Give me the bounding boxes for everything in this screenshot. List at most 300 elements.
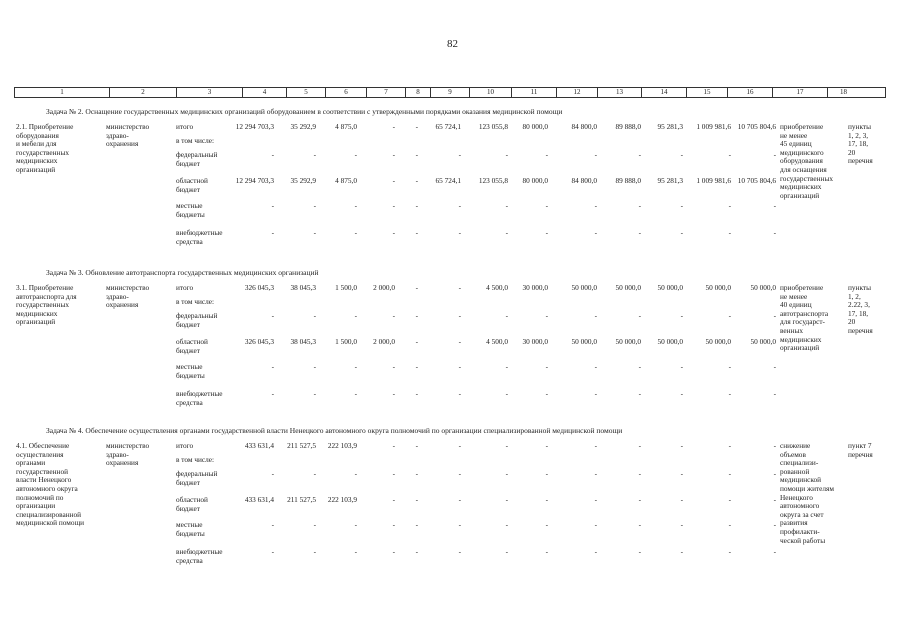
funding-value: - (505, 201, 508, 210)
funding-value: - (728, 469, 731, 478)
funding-value: - (594, 150, 597, 159)
program-points: 20 (848, 317, 856, 327)
expected-result: медицинской (780, 475, 822, 485)
funding-value: - (728, 495, 731, 504)
funding-value: - (271, 389, 274, 398)
expected-result: медицинских (780, 334, 822, 344)
column-number-7: 7 (366, 88, 405, 97)
funding-value: 50 000,0 (615, 337, 641, 346)
funding-value: - (773, 520, 776, 529)
funding-value: 433 631,4 (244, 495, 274, 504)
funding-value: 4 500,0 (486, 283, 508, 292)
measure-name: оборудования (16, 130, 59, 140)
funding-value: 222 103,9 (327, 441, 357, 450)
funding-value: - (728, 362, 731, 371)
expected-result: для оснащения (780, 165, 827, 174)
funding-value: 1 009 981,6 (696, 176, 731, 185)
page-number: 82 (447, 38, 458, 50)
expected-result: Ненецкого (780, 492, 813, 502)
expected-result: организаций (780, 190, 820, 200)
funding-value: - (773, 547, 776, 556)
funding-value: 30 000,0 (522, 283, 548, 292)
funding-value: 89 888,0 (615, 122, 641, 131)
funding-value: 84 800,0 (571, 176, 597, 185)
funding-source-label: средства (176, 236, 203, 246)
funding-value: - (313, 362, 316, 371)
measure-name: государственной (16, 466, 69, 476)
funding-value: 433 631,4 (244, 441, 274, 450)
funding-value: - (415, 547, 418, 556)
measure-name: государственных (16, 300, 70, 310)
funding-value: - (505, 311, 508, 320)
program-points: перечня (848, 326, 873, 335)
funding-value: - (505, 441, 508, 450)
measure-name: медицинских (16, 156, 58, 166)
funding-value: 4 875,0 (335, 176, 357, 185)
funding-value: - (354, 228, 357, 237)
measure-name: 3.1. Приобретение (16, 283, 74, 292)
column-number-2: 2 (109, 88, 176, 97)
funding-value: - (313, 520, 316, 529)
funding-source-label: областной (176, 337, 208, 346)
funding-value: - (545, 547, 548, 556)
funding-value: 12 294 703,3 (235, 122, 274, 131)
funding-value: 30 000,0 (522, 337, 548, 346)
funding-value: - (271, 547, 274, 556)
funding-value: - (638, 228, 641, 237)
executor: здраво- (106, 291, 129, 301)
expected-result: профилакти- (780, 527, 820, 536)
program-points: 1, 2, 3, (848, 130, 869, 140)
funding-value: 38 045,3 (290, 283, 316, 292)
funding-value: - (458, 228, 461, 237)
funding-value: - (415, 228, 418, 237)
funding-value: - (545, 311, 548, 320)
funding-value: - (271, 150, 274, 159)
funding-value: - (354, 547, 357, 556)
funding-value: - (458, 150, 461, 159)
funding-value: 326 045,3 (244, 337, 274, 346)
funding-value: - (680, 441, 683, 450)
program-points: 17, 18, (848, 308, 869, 318)
funding-value: - (415, 150, 418, 159)
funding-value: 35 292,9 (290, 122, 316, 131)
funding-source-label: средства (176, 555, 203, 565)
funding-value: - (458, 337, 461, 346)
measure-name: медицинских (16, 308, 58, 318)
funding-source-label: федеральный (176, 150, 218, 159)
funding-value: 65 724,1 (435, 122, 461, 131)
funding-value: - (638, 362, 641, 371)
funding-value: - (415, 311, 418, 320)
expected-result: организаций (780, 343, 820, 353)
expected-result: снижение (780, 441, 811, 450)
funding-value: - (594, 495, 597, 504)
funding-value: - (773, 362, 776, 371)
funding-value: - (728, 311, 731, 320)
funding-source-label: бюджет (176, 184, 200, 194)
expected-result: не менее (780, 130, 808, 140)
funding-value: - (545, 520, 548, 529)
measure-name: осуществления (16, 449, 64, 459)
funding-value: - (392, 520, 395, 529)
funding-value: - (458, 520, 461, 529)
funding-value: - (638, 150, 641, 159)
expected-result: автотранспорта (780, 308, 829, 318)
funding-value: - (313, 547, 316, 556)
column-number-14: 14 (641, 88, 686, 97)
executor: охранения (106, 458, 139, 468)
funding-value: - (392, 311, 395, 320)
expected-result: оборудования (780, 156, 823, 166)
executor: охранения (106, 139, 139, 149)
column-number-header (14, 87, 886, 98)
funding-value: - (415, 362, 418, 371)
measure-name: организаций (16, 165, 56, 174)
funding-value: - (458, 311, 461, 320)
expected-result: рованной (780, 466, 810, 476)
task-title: Задача № 2. Оснащение государственных медицинских организаций оборудованием в соответствии с утвержденными порядками оказания медицинской помощи (46, 107, 563, 116)
funding-value: 80 000,0 (522, 122, 548, 131)
funding-source-label: бюджет (176, 319, 200, 329)
program-points: 2.22, 3, (848, 300, 870, 310)
expected-result: помощи жителям (780, 484, 835, 493)
funding-value: - (392, 122, 395, 131)
funding-value: - (458, 469, 461, 478)
column-number-18: 18 (827, 88, 859, 97)
funding-source-label: бюджеты (176, 528, 205, 538)
funding-source-label: местные (176, 362, 203, 371)
funding-value: - (728, 201, 731, 210)
funding-value: - (638, 441, 641, 450)
column-number-12: 12 (556, 88, 597, 97)
funding-value: 2 000,0 (373, 283, 395, 292)
funding-value: 4 875,0 (335, 122, 357, 131)
funding-value: - (415, 201, 418, 210)
funding-value: 50 000,0 (657, 337, 683, 346)
measure-name: органами (16, 458, 46, 468)
expected-result: округа за счет (780, 509, 824, 519)
funding-source-label: внебюджетные (176, 547, 223, 556)
funding-source-label: бюджет (176, 158, 200, 168)
funding-value: 326 045,3 (244, 283, 274, 292)
funding-value: - (594, 201, 597, 210)
expected-result: ческой работы (780, 535, 826, 545)
funding-value: 4 500,0 (486, 337, 508, 346)
funding-value: - (680, 389, 683, 398)
funding-value: - (638, 547, 641, 556)
funding-value: - (313, 201, 316, 210)
funding-value: - (505, 389, 508, 398)
funding-value: - (594, 547, 597, 556)
program-points: пункты (848, 122, 871, 131)
funding-value: - (392, 201, 395, 210)
funding-value: - (728, 228, 731, 237)
executor: охранения (106, 300, 139, 310)
funding-value: - (415, 495, 418, 504)
funding-value: - (392, 389, 395, 398)
funding-value: - (458, 362, 461, 371)
measure-name: власти Ненецкого (16, 475, 72, 485)
funding-value: - (354, 520, 357, 529)
funding-value: 50 000,0 (571, 283, 597, 292)
funding-value: - (415, 337, 418, 346)
funding-value: - (728, 441, 731, 450)
funding-value: - (354, 150, 357, 159)
funding-source-label: местные (176, 520, 203, 529)
column-number-3: 3 (176, 88, 242, 97)
funding-value: - (545, 495, 548, 504)
expected-result: развития (780, 518, 808, 528)
measure-name: автономного округа (16, 484, 78, 493)
funding-source-label: внебюджетные (176, 228, 223, 237)
expected-result: приобретение (780, 283, 824, 292)
measure-name: 4.1. Обеспечение (16, 441, 70, 450)
funding-value: - (354, 389, 357, 398)
column-number-13: 13 (597, 88, 641, 97)
funding-value: - (271, 311, 274, 320)
funding-source-label: областной (176, 176, 208, 185)
program-points: 20 (848, 147, 856, 157)
funding-value: - (638, 389, 641, 398)
funding-value: - (392, 495, 395, 504)
funding-value: - (728, 389, 731, 398)
funding-value: - (415, 176, 418, 185)
funding-value: - (773, 495, 776, 504)
funding-value: 50 000,0 (750, 283, 776, 292)
funding-source-label: в том числе: (176, 297, 215, 306)
expected-result: автономного (780, 501, 820, 511)
column-number-4: 4 (242, 88, 286, 97)
program-points: перечня (848, 156, 873, 166)
column-number-10: 10 (469, 88, 511, 97)
funding-value: 95 281,3 (657, 176, 683, 185)
funding-value: 89 888,0 (615, 176, 641, 185)
funding-value: - (458, 283, 461, 292)
funding-value: - (392, 176, 395, 185)
column-number-1: 1 (60, 88, 64, 96)
program-points: 1, 2, (848, 291, 861, 301)
funding-value: - (638, 469, 641, 478)
funding-value: 50 000,0 (615, 283, 641, 292)
funding-value: 211 527,5 (287, 495, 316, 504)
funding-value: - (354, 362, 357, 371)
funding-value: - (594, 362, 597, 371)
funding-value: 1 009 981,6 (696, 122, 731, 131)
funding-value: - (392, 469, 395, 478)
measure-name: организации (16, 501, 56, 511)
funding-value: - (415, 441, 418, 450)
funding-value: - (458, 441, 461, 450)
funding-value: - (392, 150, 395, 159)
funding-source-label: федеральный (176, 311, 218, 320)
funding-value: - (594, 228, 597, 237)
measure-name: организаций (16, 317, 56, 327)
column-number-11: 11 (511, 88, 556, 97)
funding-source-label: итого (176, 441, 194, 450)
funding-value: 65 724,1 (435, 176, 461, 185)
funding-value: - (638, 495, 641, 504)
measure-name: автотранспорта для (16, 291, 77, 301)
executor: министерство (106, 122, 150, 131)
funding-value: 211 527,5 (287, 441, 316, 450)
funding-value: - (680, 311, 683, 320)
funding-value: 10 705 804,6 (737, 122, 776, 131)
funding-value: - (458, 389, 461, 398)
column-number-6: 6 (325, 88, 366, 97)
column-number-17: 17 (772, 88, 827, 97)
funding-value: - (415, 122, 418, 131)
funding-value: - (773, 150, 776, 159)
funding-value: - (313, 389, 316, 398)
funding-value: - (594, 469, 597, 478)
measure-name: медицинской помощи (16, 518, 85, 528)
funding-value: 10 705 804,6 (737, 176, 776, 185)
funding-value: - (313, 311, 316, 320)
funding-value: - (545, 469, 548, 478)
expected-result: 45 единиц (780, 139, 812, 149)
funding-value: 35 292,9 (290, 176, 316, 185)
funding-value: 50 000,0 (750, 337, 776, 346)
funding-source-label: бюджеты (176, 370, 205, 380)
funding-value: - (313, 469, 316, 478)
funding-value: - (354, 311, 357, 320)
funding-source-label: федеральный (176, 469, 218, 478)
funding-value: - (594, 389, 597, 398)
expected-result: для государст- (780, 317, 825, 327)
funding-value: 50 000,0 (657, 283, 683, 292)
expected-result: государственных (780, 173, 834, 183)
program-points: 17, 18, (848, 139, 869, 149)
funding-value: - (594, 311, 597, 320)
funding-value: 50 000,0 (705, 283, 731, 292)
funding-value: - (728, 150, 731, 159)
expected-result: специализи- (780, 458, 819, 468)
funding-value: - (505, 150, 508, 159)
measure-name: специализированной (16, 509, 82, 519)
funding-source-label: бюджеты (176, 209, 205, 219)
funding-source-label: итого (176, 283, 194, 292)
funding-value: - (680, 201, 683, 210)
expected-result: не менее (780, 291, 808, 301)
funding-value: - (773, 228, 776, 237)
funding-value: - (505, 520, 508, 529)
expected-result: медицинских (780, 182, 822, 192)
funding-value: - (392, 441, 395, 450)
funding-value: - (458, 495, 461, 504)
funding-value: - (505, 228, 508, 237)
executor: министерство (106, 441, 150, 450)
funding-value: - (415, 520, 418, 529)
funding-value: - (271, 228, 274, 237)
funding-value: 38 045,3 (290, 337, 316, 346)
measure-name: 2.1. Приобретение (16, 122, 74, 131)
funding-source-label: внебюджетные (176, 389, 223, 398)
expected-result: объемов (780, 449, 806, 459)
funding-value: - (638, 311, 641, 320)
funding-value: - (313, 150, 316, 159)
funding-value: - (505, 547, 508, 556)
funding-value: - (594, 441, 597, 450)
funding-value: - (458, 547, 461, 556)
funding-value: - (545, 228, 548, 237)
expected-result: приобретение (780, 122, 824, 131)
program-points: пункт 7 (848, 441, 872, 450)
funding-source-label: средства (176, 397, 203, 407)
funding-value: 50 000,0 (705, 337, 731, 346)
funding-value: - (638, 520, 641, 529)
funding-value: - (545, 150, 548, 159)
funding-value: - (680, 520, 683, 529)
funding-value: - (458, 201, 461, 210)
funding-value: - (773, 201, 776, 210)
funding-value: - (545, 362, 548, 371)
funding-source-label: в том числе: (176, 136, 215, 145)
funding-value: - (505, 469, 508, 478)
funding-value: - (313, 228, 316, 237)
funding-source-label: местные (176, 201, 203, 210)
funding-value: - (392, 547, 395, 556)
funding-value: 50 000,0 (571, 337, 597, 346)
funding-value: - (545, 389, 548, 398)
funding-value: - (392, 362, 395, 371)
funding-value: - (680, 150, 683, 159)
program-points: перечня (848, 449, 873, 459)
column-number-16: 16 (727, 88, 772, 97)
funding-value: - (271, 469, 274, 478)
measure-name: государственных (16, 147, 70, 157)
column-number-15: 15 (686, 88, 727, 97)
funding-value: 222 103,9 (327, 495, 357, 504)
column-number-8: 8 (405, 88, 430, 97)
funding-value: - (415, 469, 418, 478)
funding-value: - (415, 283, 418, 292)
executor: здраво- (106, 449, 129, 459)
funding-value: - (354, 201, 357, 210)
task-title: Задача № 3. Обновление автотранспорта государственных медицинских организаций (46, 268, 319, 277)
measure-name: и мебели для (16, 139, 57, 149)
funding-source-label: бюджет (176, 477, 200, 487)
funding-value: - (680, 362, 683, 371)
funding-value: - (505, 362, 508, 371)
funding-value: - (392, 228, 395, 237)
funding-value: - (271, 520, 274, 529)
funding-value: - (680, 228, 683, 237)
funding-value: 123 055,8 (478, 122, 508, 131)
column-number-5: 5 (286, 88, 325, 97)
measure-name: полномочий по (16, 492, 64, 502)
funding-value: - (680, 547, 683, 556)
funding-value: - (773, 389, 776, 398)
funding-value: - (505, 495, 508, 504)
funding-source-label: бюджет (176, 503, 200, 513)
funding-value: - (354, 469, 357, 478)
funding-value: 123 055,8 (478, 176, 508, 185)
expected-result: медицинского (780, 147, 824, 157)
funding-value: 95 281,3 (657, 122, 683, 131)
funding-value: - (773, 441, 776, 450)
funding-source-label: областной (176, 495, 208, 504)
funding-value: - (680, 495, 683, 504)
funding-value: 2 000,0 (373, 337, 395, 346)
funding-value: - (773, 311, 776, 320)
executor: здраво- (106, 130, 129, 140)
funding-value: 80 000,0 (522, 176, 548, 185)
expected-result: 40 единиц (780, 300, 812, 310)
funding-value: - (271, 201, 274, 210)
funding-value: - (545, 201, 548, 210)
expected-result: венных (780, 326, 804, 335)
